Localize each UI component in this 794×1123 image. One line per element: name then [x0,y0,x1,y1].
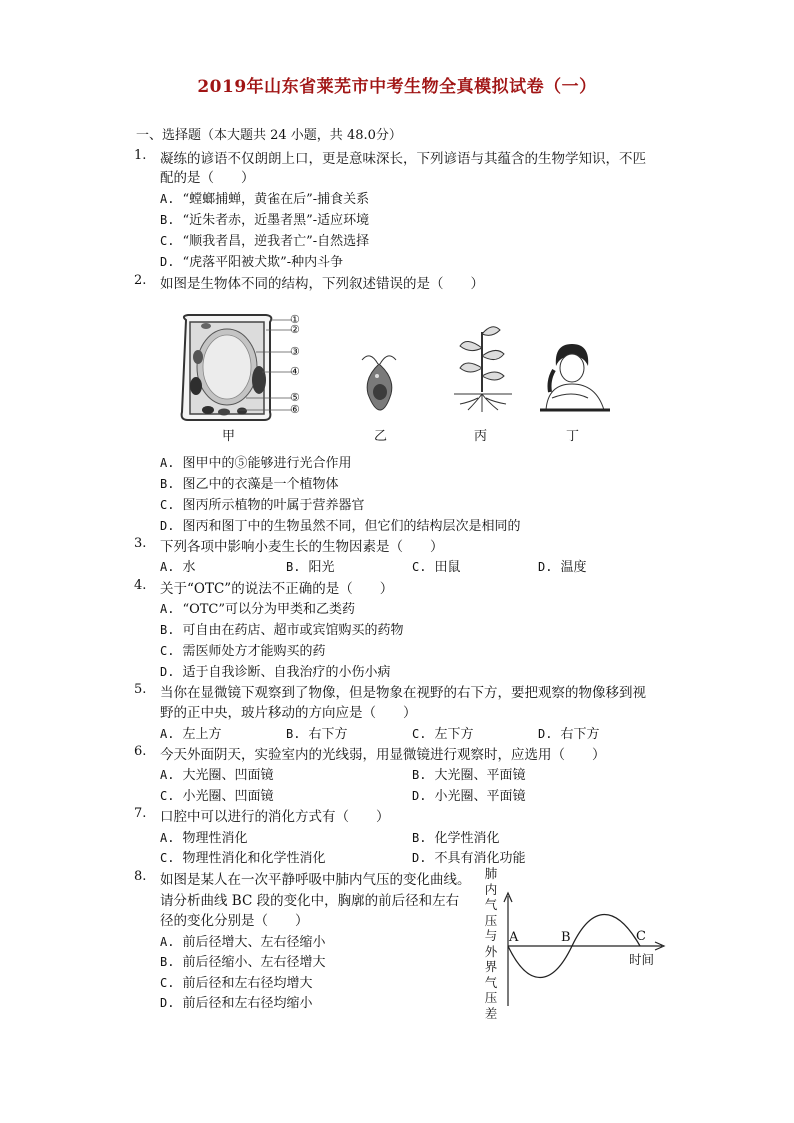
question-stem: 径的变化分别是（ ） [160,913,309,929]
option-b[interactable]: B. 前后径缩小、左右径增大 [160,955,326,970]
question-number: 3. [134,536,147,551]
graph-ylabel [483,866,499,1021]
marker: ① [290,313,300,326]
option-d[interactable]: D. 适于自我诊断、自我治疗的小伤小病 [160,665,391,680]
option-b[interactable]: B. 化学性消化 [412,831,500,846]
question-number: 4. [134,578,147,593]
option-c[interactable]: C. 前后径和左右径均增大 [160,976,313,991]
option-d[interactable]: D. “虎落平阳被犬欺”-种内斗争 [160,255,344,270]
marker: ③ [290,345,300,358]
question-stem: 配的是（ ） [160,170,255,186]
option-a[interactable]: A. “OTC”可以分为甲类和乙类药 [160,602,356,617]
plant-cell-figure [176,312,306,424]
marker: ⑤ [290,391,300,404]
option-a[interactable]: A. 前后径增大、左右径缩小 [160,935,326,950]
question-stem: 凝练的谚语不仅朗朗上口，更是意味深长，下列谚语与其蕴含的生物学知识，不匹 [160,151,646,167]
marker: ② [290,323,300,336]
option-a[interactable]: A. 左上方 [160,727,222,742]
option-a[interactable]: A. 物理性消化 [160,831,248,846]
figure-label-bing: 丙 [474,429,488,444]
option-c[interactable]: C. 小光圈、凹面镜 [160,789,274,804]
question-stem: 口腔中可以进行的消化方式有（ ） [160,809,390,825]
option-c[interactable]: C. 需医师处方才能购买的药 [160,644,326,659]
point-label-a: A [509,930,519,945]
option-a[interactable]: A. 图甲中的⑤能够进行光合作用 [160,456,352,471]
page-title: 2019年山东省莱芜市中考生物全真模拟试卷（一） [197,77,597,97]
question-stem: 如图是生物体不同的结构，下列叙述错误的是（ ） [160,276,484,292]
option-b[interactable]: B. “近朱者赤，近墨者黑”-适应环境 [160,213,370,228]
option-b[interactable]: B. 大光圈、平面镜 [412,768,526,783]
option-c[interactable]: C. 田鼠 [412,560,461,575]
option-d[interactable]: D. 小光圈、平面镜 [412,789,526,804]
ylabel-char: 外 [484,943,498,959]
question-number: 8. [134,869,147,884]
option-d[interactable]: D. 温度 [538,560,587,575]
option-b[interactable]: B. 右下方 [286,727,348,742]
section-heading: 一、选择题（本大题共 24 小题，共 48.0分） [136,128,402,143]
question-number: 7. [134,806,147,821]
question-number: 6. [134,744,147,759]
ylabel-char: 与 [484,928,498,943]
question-stem: 当你在显微镜下观察到了物像，但是物象在视野的右下方，要把观察的物像移到视 [160,685,646,701]
person-figure [538,340,612,412]
option-c[interactable]: C. 左下方 [412,727,474,742]
question-stem: 下列各项中影响小麦生长的生物因素是（ ） [160,539,444,555]
figure-label-yi: 乙 [374,429,388,444]
option-a[interactable]: A. 大光圈、凹面镜 [160,768,274,783]
option-b[interactable]: B. 可自由在药店、超市或宾馆购买的药物 [160,623,404,638]
ylabel-char: 气 [484,897,498,912]
question-stem: 野的正中央，玻片移动的方向应是（ ） [160,705,417,721]
question-number: 2. [134,273,147,288]
question-stem: 关于“OTC”的说法不正确的是（ ） [160,581,394,597]
option-c[interactable]: C. 物理性消化和化学性消化 [160,851,326,866]
ylabel-char: 压 [484,990,498,1005]
ylabel-char: 压 [484,912,498,928]
ylabel-char: 界 [484,959,498,974]
marker: ⑥ [290,403,300,416]
option-d[interactable]: D. 前后径和左右径均缩小 [160,996,313,1011]
option-d[interactable]: D. 不具有消化功能 [412,851,526,866]
option-a[interactable]: A. 水 [160,560,196,575]
question-stem: 请分析曲线 BC 段的变化中，胸廓的前后径和左右 [160,893,460,909]
question-stem: 如图是某人在一次平静呼吸中肺内气压的变化曲线。 [160,872,471,888]
point-label-c: C [636,929,646,944]
ylabel-char: 肺 [484,866,498,881]
point-label-b: B [561,930,571,945]
option-a[interactable]: A. “螳螂捕蝉，黄雀在后”-捕食关系 [160,192,370,207]
question-number: 5. [134,682,147,697]
graph-xlabel: 时间 [629,952,655,967]
option-c[interactable]: C. 图丙所示植物的叶属于营养器官 [160,498,365,513]
question-stem: 今天外面阴天，实验室内的光线弱，用显微镜进行观察时，应选用（ ） [160,747,606,763]
option-b[interactable]: B. 阳光 [286,560,335,575]
option-c[interactable]: C. “顺我者昌，逆我者亡”-自然选择 [160,234,370,249]
question-number: 1. [134,148,147,163]
figure-label-ding: 丁 [566,429,580,444]
figure-label-jia: 甲 [222,429,236,444]
plant-figure [448,322,518,414]
chlamydomonas-figure [356,348,404,414]
ylabel-char: 内 [484,881,498,897]
option-b[interactable]: B. 图乙中的衣藻是一个植物体 [160,477,339,492]
option-d[interactable]: D. 右下方 [538,727,600,742]
marker: ④ [290,365,300,378]
ylabel-char: 差 [484,1005,498,1021]
ylabel-char: 气 [484,974,498,990]
option-d[interactable]: D. 图丙和图丁中的生物虽然不同，但它们的结构层次是相同的 [160,519,521,534]
